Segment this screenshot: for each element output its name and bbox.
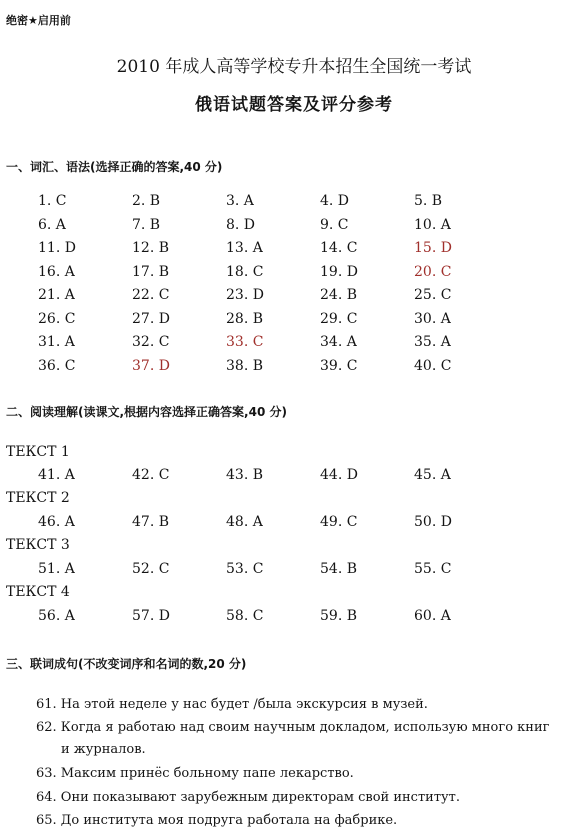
answer-item: 25. C (414, 287, 452, 303)
answer-item: 36. C (38, 357, 76, 374)
answer-item: 2. B (132, 193, 161, 209)
answer-item: 14. C (320, 240, 358, 256)
section3-heading: 三、联词成句(不改变词序和名词的数,20 分) (6, 657, 247, 671)
answer-item: 5. B (414, 193, 443, 209)
answer-item: 44. D (320, 467, 358, 483)
tekst-4-label: ТЕКСТ 4 (6, 584, 70, 600)
answer-item: 35. A (414, 334, 451, 350)
answer-item: 54. B (320, 561, 358, 577)
answer-item: 20. C (414, 263, 452, 280)
sentence-63: 63. Максим принёс больному папе лекарство. (36, 766, 354, 781)
tekst-1-answers (38, 467, 508, 483)
answer-item: 3. A (226, 193, 254, 209)
answer-item: 47. B (132, 514, 170, 530)
confidential-mark: 绝密★启用前 (6, 14, 71, 27)
answer-item: 15. D (414, 240, 452, 256)
answer-item: 60. A (414, 608, 451, 624)
answer-item: 56. A (38, 608, 75, 624)
answer-item: 18. C (226, 263, 264, 280)
section1-answer-grid (38, 190, 558, 378)
sentence-61: 61. На этой неделе у нас будет /была экскурсия в музей. (36, 697, 428, 712)
answer-item: 55. C (414, 561, 452, 577)
answer-item: 27. D (132, 310, 170, 327)
tekst-1-label: ТЕКСТ 1 (6, 444, 70, 460)
answer-item: 29. C (320, 310, 358, 327)
answer-item: 30. A (414, 310, 451, 327)
answer-item: 42. C (132, 467, 170, 483)
tekst-3-label: ТЕКСТ 3 (6, 537, 70, 553)
answer-item: 45. A (414, 467, 451, 483)
answer-item: 8. D (226, 216, 256, 233)
answer-item: 9. C (320, 216, 349, 233)
answer-item: 43. B (226, 467, 264, 483)
answer-item: 6. A (38, 216, 66, 233)
answer-item: 32. C (132, 334, 170, 350)
answer-item: 31. A (38, 334, 75, 350)
answer-item: 28. B (226, 310, 264, 327)
tekst-2-answers (38, 514, 508, 530)
answer-item: 58. C (226, 608, 264, 624)
answer-item: 48. A (226, 514, 263, 530)
answer-item: 1. C (38, 193, 67, 209)
page-title: 2010 年成人高等学校专升本招生全国统一考试 (116, 57, 472, 77)
answer-item: 40. C (414, 357, 452, 374)
answer-item: 38. B (226, 357, 264, 374)
answer-item: 57. D (132, 608, 170, 624)
answer-item: 26. C (38, 310, 76, 327)
answer-item: 53. C (226, 561, 264, 577)
page-subtitle: 俄语试题答案及评分参考 (195, 95, 393, 115)
sentence-62-continued: и журналов. (61, 742, 146, 757)
answer-item: 11. D (38, 240, 76, 256)
answer-item: 7. B (132, 216, 161, 233)
answer-item: 12. B (132, 240, 170, 256)
answer-item: 52. C (132, 561, 170, 577)
answer-item: 13. A (226, 240, 263, 256)
answer-item: 46. A (38, 514, 75, 530)
answer-item: 23. D (226, 287, 264, 303)
answer-item: 34. A (320, 334, 357, 350)
answer-item: 10. A (414, 216, 451, 233)
answer-item: 16. A (38, 263, 75, 280)
answer-item: 49. C (320, 514, 358, 530)
section2-heading: 二、阅读理解(读课文,根据内容选择正确答案,40 分) (6, 405, 287, 419)
answer-item: 33. C (226, 334, 264, 350)
answer-item: 39. C (320, 357, 358, 374)
sentence-62: 62. Когда я работаю над своим научным докладом, использую много книг (36, 720, 550, 735)
answer-item: 22. C (132, 287, 170, 303)
sentence-64: 64. Они показывают зарубежным директорам свой институт. (36, 790, 460, 805)
answer-item: 17. B (132, 263, 170, 280)
tekst-4-answers (38, 608, 508, 624)
sentence-65: 65. До института моя подруга работала на фабрике. (36, 813, 398, 828)
answer-item: 50. D (414, 514, 452, 530)
section1-heading: 一、词汇、语法(选择正确的答案,40 分) (6, 160, 223, 174)
answer-item: 24. B (320, 287, 358, 303)
answer-item: 41. A (38, 467, 75, 483)
tekst-2-label: ТЕКСТ 2 (6, 490, 70, 506)
answer-item: 21. A (38, 287, 75, 303)
answer-item: 37. D (132, 357, 170, 374)
tekst-3-answers (38, 561, 508, 577)
answer-item: 4. D (320, 193, 350, 209)
answer-item: 51. A (38, 561, 75, 577)
answer-item: 59. B (320, 608, 358, 624)
answer-item: 19. D (320, 263, 358, 280)
